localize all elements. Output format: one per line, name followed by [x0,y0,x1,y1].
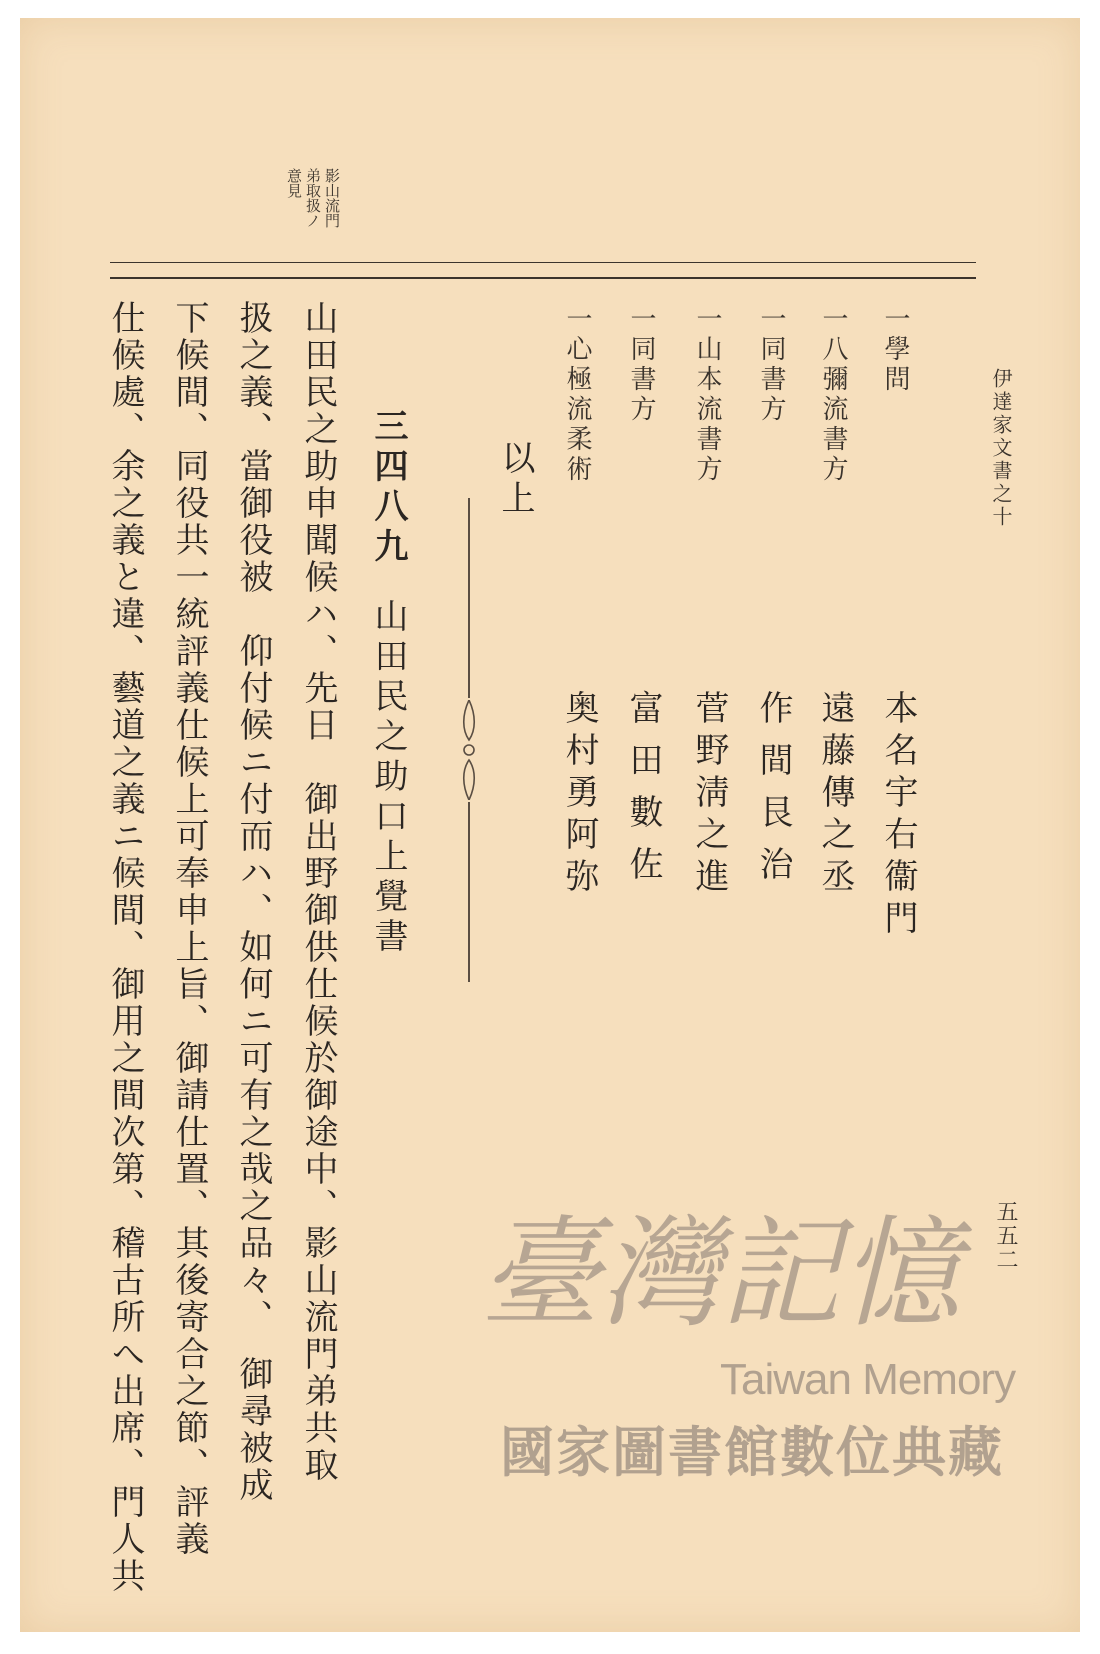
body-line: 扱之義、當御役被 仰付候ニ付而ハ、如何ニ可有之哉之品々、 御尋被成 [233,300,273,1504]
list-item-name: 富田數佐 [623,690,663,898]
section-divider [468,802,470,982]
logo-text: 臺灣記憶 [480,1205,960,1344]
document-number: 三四八九 [368,408,408,568]
body-line: 山田民之助申聞候ハ、先日 御出野御供仕候於御途中、影山流門弟共取 [298,300,338,1484]
list-item-label: 一心極流柔術 [562,305,592,485]
section-divider [468,498,470,698]
marginal-note-line: 意見 [285,168,303,198]
watermark-chinese: 國家圖書館數位典藏 [500,1421,1004,1484]
list-item-label: 一山本流書方 [692,305,722,485]
list-item-name: 本名宇右衞門 [878,690,918,942]
running-header: 伊達家文書之十 [989,368,1013,529]
list-item-label: 一同書方 [626,305,656,425]
header-rule [110,262,976,263]
body-line: 下候間、同役共一統評義仕候上可奉申上旨、御請仕置、其後寄合之節、評義 [169,300,209,1558]
body-line: 仕候處、余之義と違、藝道之義ニ候間、御用之間次第、稽古所へ出席、門人共 [105,300,145,1595]
document-heading [364,408,413,958]
marginal-note-line: 影山流門 [323,168,341,228]
list-item-label: 一同書方 [756,305,786,425]
document-title: 山田民之助口上覺書 [368,598,408,958]
taiwan-memory-logo [480,1190,1000,1350]
list-item-name: 奥村勇阿弥 [559,690,599,900]
watermark-english: Taiwan Memory [720,1355,1016,1404]
marginal-note-line: 弟取扱ノ [304,168,322,228]
marginal-note [285,168,340,228]
list-item-label: 一八彌流書方 [818,305,848,485]
list-item-name: 遠藤傳之丞 [815,690,855,900]
header-rule-thick [110,277,976,279]
divider-ornament [458,700,480,800]
list-closing: 以上 [495,440,535,520]
list-item-name: 作間艮治 [753,690,793,898]
list-item-name: 菅野淸之進 [689,690,729,900]
page-number: 五五二 [993,1200,1018,1272]
list-item-label: 一學問 [880,305,910,395]
